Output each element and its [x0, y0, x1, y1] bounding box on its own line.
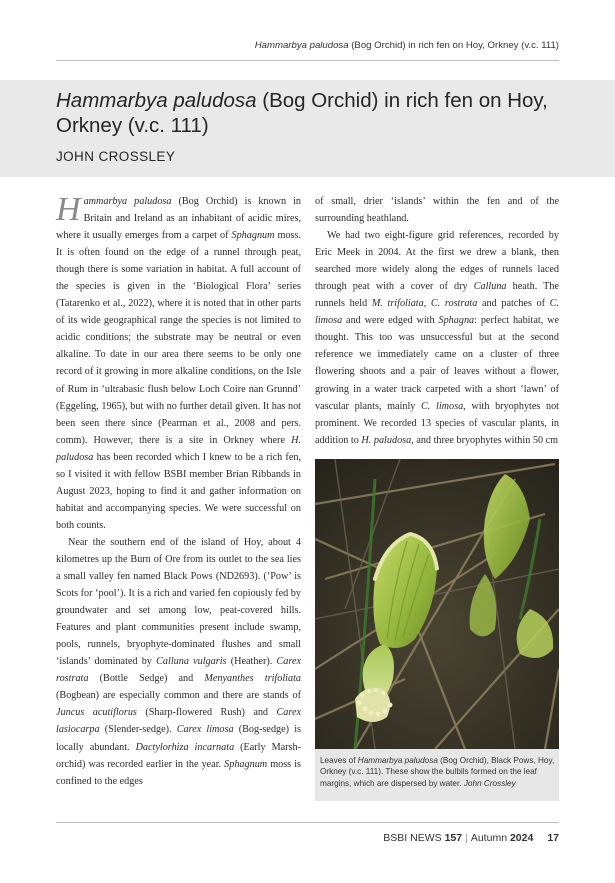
footer-rule [56, 822, 559, 823]
issue-number: 157 [444, 832, 463, 844]
text-run: (Early Marsh-orchid) was recorded earlier in the year. [56, 741, 301, 770]
bog-orchid-photo [315, 459, 559, 749]
running-head [255, 40, 559, 51]
header-rule [56, 60, 559, 61]
running-head-rest: (Bog Orchid) in rich fen on Hoy, Orkney (v.c. 111) [348, 40, 559, 51]
text-run: : perfect habitat, we thought. This too was unsuccessful but at the second reference we immediately came on a cluster of three flowering shoots and a pair of leaves without a flower, growing in a water track carpeted with a short ‘lawn’ of vascular plants, mainly [315, 315, 559, 412]
italic-text: C. rostrata [430, 298, 478, 310]
text-run: (Bog-sedge) is locally abundant. [56, 724, 301, 753]
italic-text: ammarbya paludosa [83, 196, 172, 207]
article-title-species: Hammarbya paludosa [56, 89, 257, 112]
issue-year: 2024 [509, 832, 534, 844]
text-run: (Heather). [226, 656, 277, 668]
left-paragraph-2 [56, 534, 301, 790]
article-title [56, 88, 576, 138]
footer-separator: | [465, 832, 468, 844]
text-run: (Bog Orchid) is known in Britain and Ireland as an inhabitant of acidic mires, where it usually emerges from a carpet of [56, 196, 301, 242]
text-run: (Sharp-flowered Rush) and [136, 707, 277, 719]
italic-text: John Crossley [463, 778, 516, 788]
figure-caption [320, 755, 556, 789]
text-run: , with bryophytes not prominent. We recorded 13 species of vascular plants, in addition to [315, 400, 560, 446]
text-run: moss. It is often found on the edge of a runnel through peat, though there is some variation in habitat. A full account of the species is given in the ‘Biological Flora’ series (Tatarenko et al., 2022), where it is noted that in other parts of its wide geographical range the species is not limited to acidic conditions; the substrate may be neutral or even alkaline. To date in our area there seems to be only one record of it growing in more alkaline conditions, on the Isle of Rum in ‘ultrabasic flush below Loch Coire nan Grunnd’ (Eggeling, 1965), but with no further detail given. It has not been seen there since (Pearman et al., 2008 and pers. comm). However, there is a site in Orkney where [56, 230, 301, 446]
text-run: , [423, 298, 431, 310]
left-paragraph-1 [56, 193, 301, 534]
drop-cap: H [56, 191, 81, 228]
text-run: and patches of [477, 298, 550, 310]
issue-season: Autumn [470, 832, 508, 844]
italic-text: Sphagna [438, 315, 475, 327]
text-run: and were edged with [342, 315, 439, 327]
bog-orchid-photo-image [315, 459, 559, 749]
text-run: (Bog Orchid), Black Pows, Hoy, Orkney (v.c. 111). These show the bulbils formed on the leaf margins, which are dispersed by water. [320, 756, 555, 788]
text-run: Leaves of [320, 756, 358, 765]
text-run: Near the southern end of the island of Hoy, about 4 kilometres up the Burn of Ore from its outlet to the sea lies a small valley fen named Black Pows (ND2693). (‘Pow’ is Scots for ‘pool’). It is a rich and varied fen copiously fed by groundwater and set among low, peat-covered hills. Features and plant communities present include swamp, pools, runnels, bryophyte-dominated flushes and small ‘islands’ dominated by [56, 536, 301, 668]
text-run: moss is confined to the edges [56, 758, 301, 787]
text-run: , and three bryophytes within 50 cm [411, 434, 559, 446]
left-paragraph-1-text [56, 191, 301, 531]
text-run: has been recorded which I knew to be a rich fen, so I visited it with fellow BSBI member Brian Ribbands in August 2023, hoping to find it and gather information on habitat and accompanying species. We were successful on both counts. [56, 451, 301, 531]
italic-text: Menyanthes trifoliata [204, 673, 301, 685]
italic-text: Juncus acutiflorus [56, 707, 137, 719]
text-run: (Bottle Sedge) and [88, 673, 205, 685]
right-paragraph-1 [315, 193, 559, 227]
italic-text: Calluna vulgaris [156, 656, 227, 668]
magazine-name: BSBI NEWS [383, 832, 442, 844]
text-run: (Bogbean) are especially common and there are stands of [56, 690, 301, 702]
italic-text: H. paludosa [361, 434, 412, 446]
text-run: (Slender-sedge). [99, 724, 177, 736]
italic-text: H. paludosa [56, 434, 301, 463]
page-footer [383, 832, 559, 844]
text-run: of small, drier ‘islands’ within the fen and of the surrounding heathland. [315, 196, 559, 225]
article-author: JOHN CROSSLEY [56, 149, 176, 164]
running-head-species: Hammarbya paludosa [254, 40, 349, 51]
right-paragraph-2 [315, 227, 559, 449]
italic-text: C. limosa [315, 298, 560, 327]
text-run: We had two eight-figure grid references, recorded by Eric Meek in 2004. At the first we drew a blank, then searched more widely along the edges of runnels laced through peat with a cover of dry [315, 230, 559, 293]
page-number: 17 [547, 832, 559, 844]
italic-text: Carex rostrata [56, 656, 301, 685]
italic-text: Carex limosa [176, 724, 234, 736]
italic-text: Hammarbya paludosa [357, 756, 438, 765]
right-column [315, 193, 559, 449]
italic-text: M. trifoliata [371, 298, 424, 310]
italic-text: Calluna [473, 281, 507, 293]
italic-text: Dactylorhiza incarnata [135, 741, 235, 753]
italic-text: C. limosa [421, 400, 464, 412]
text-run: heath. The runnels held [315, 281, 559, 310]
italic-text: Sphagnum [224, 758, 268, 770]
italic-text: Carex lasiocarpa [56, 707, 302, 736]
article-title-rest: (Bog Orchid) in rich fen on Hoy, Orkney (v.c. 111) [56, 89, 548, 137]
italic-text: Sphagnum [231, 230, 275, 242]
left-column [56, 193, 301, 790]
